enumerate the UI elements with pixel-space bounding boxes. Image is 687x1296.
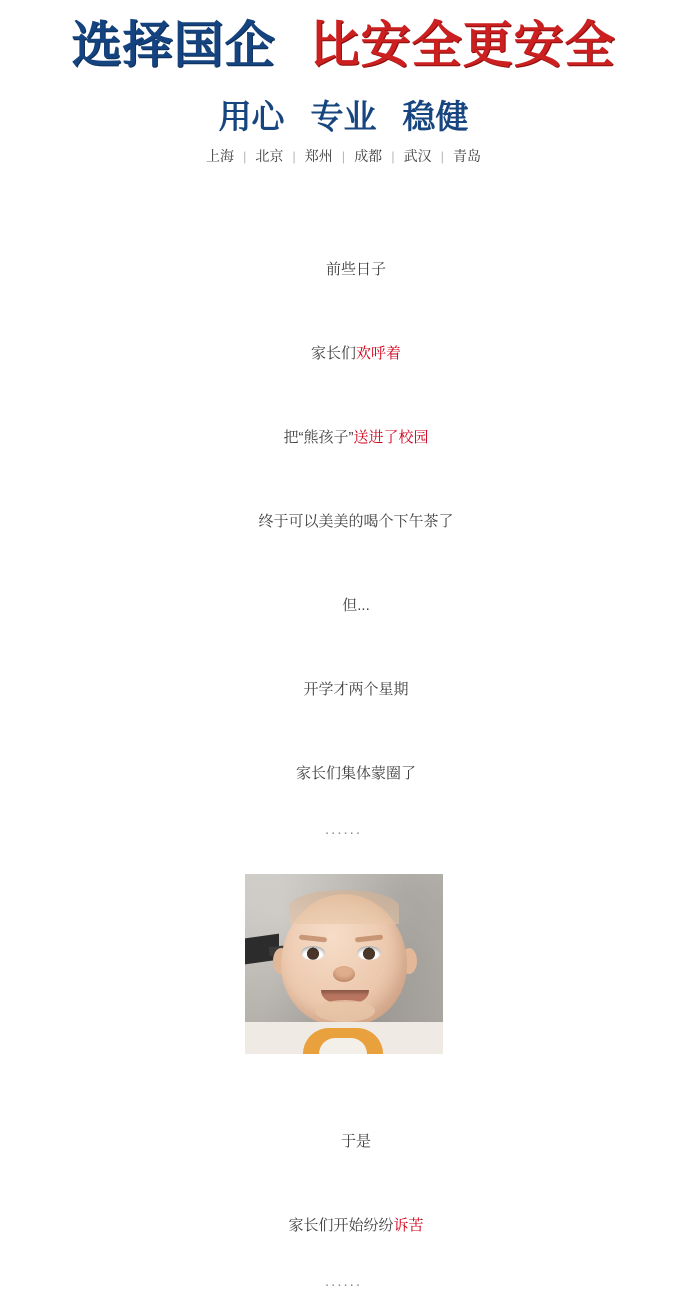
baby-eye-left (301, 946, 325, 960)
city-separator-5: | (440, 148, 444, 164)
city-separator-4: | (391, 148, 395, 164)
photo-container (0, 874, 687, 1054)
article-line-9-emphasis: 诉苦 (393, 1217, 424, 1234)
article-line-2-emphasis: 欢呼着 (356, 345, 402, 362)
article-line-3-emphasis: 送进了校园 (353, 429, 429, 446)
article-line-9-text: 家长们开始纷纷 (288, 1217, 394, 1234)
city-item-qingdao: 青岛 (452, 148, 481, 164)
article-line-8 (0, 1100, 687, 1184)
article-line-8-text: 于是 (341, 1133, 372, 1150)
headline-red-text: 比安全更安全 (309, 17, 616, 73)
city-item-shanghai: 上海 (206, 148, 235, 164)
article-line-7-text: 家长们集体蒙圈了 (296, 765, 417, 782)
article-line-2-text: 家长们 (310, 345, 356, 362)
baby-nose (333, 966, 355, 982)
article-line-3-text: 把“熊孩子” (283, 429, 354, 446)
article-line-7 (0, 732, 687, 816)
headline-blue-text: 选择国企 (71, 17, 276, 73)
article-line-3 (0, 396, 687, 480)
slogan-word-1: 用心 (218, 97, 285, 136)
city-item-wuhan: 武汉 (403, 148, 432, 164)
city-separator-3: | (341, 148, 346, 164)
article-line-1 (0, 228, 687, 312)
baby-shirt-collar-inner (319, 1038, 367, 1054)
slogan-word-3: 稳健 (402, 97, 469, 136)
article-line-9 (0, 1184, 687, 1268)
article-line-6-text: 开学才两个星期 (303, 681, 409, 698)
article-line-5-text: 但... (342, 597, 370, 614)
article-line-4-text: 终于可以美美的喝个下午茶了 (258, 513, 454, 530)
article-line-2 (0, 312, 687, 396)
city-item-beijing: 北京 (255, 148, 284, 164)
city-separator-2: | (292, 148, 296, 164)
article-line-4 (0, 480, 687, 564)
promo-banner (0, 0, 687, 166)
city-item-chengdu: 成都 (354, 148, 383, 164)
article-line-6 (0, 648, 687, 732)
banner-city-list (0, 146, 687, 166)
slogan-word-2: 专业 (310, 97, 377, 136)
article-bottom-block (0, 1100, 687, 1296)
article-top-ellipsis: ...... (324, 821, 362, 838)
article-bottom-ellipsis: ...... (324, 1273, 362, 1290)
article-line-5 (0, 564, 687, 648)
banner-headline (0, 18, 687, 73)
baby-eye-right (357, 946, 381, 960)
city-item-zhengzhou: 郑州 (304, 148, 333, 164)
pouting-baby-photo (245, 874, 443, 1054)
city-separator-1: | (243, 148, 247, 164)
article-line-1-text: 前些日子 (326, 261, 387, 278)
article-top-block (0, 228, 687, 844)
baby-chin (315, 1000, 375, 1022)
banner-slogan (0, 91, 687, 138)
baby-hair (289, 890, 399, 924)
